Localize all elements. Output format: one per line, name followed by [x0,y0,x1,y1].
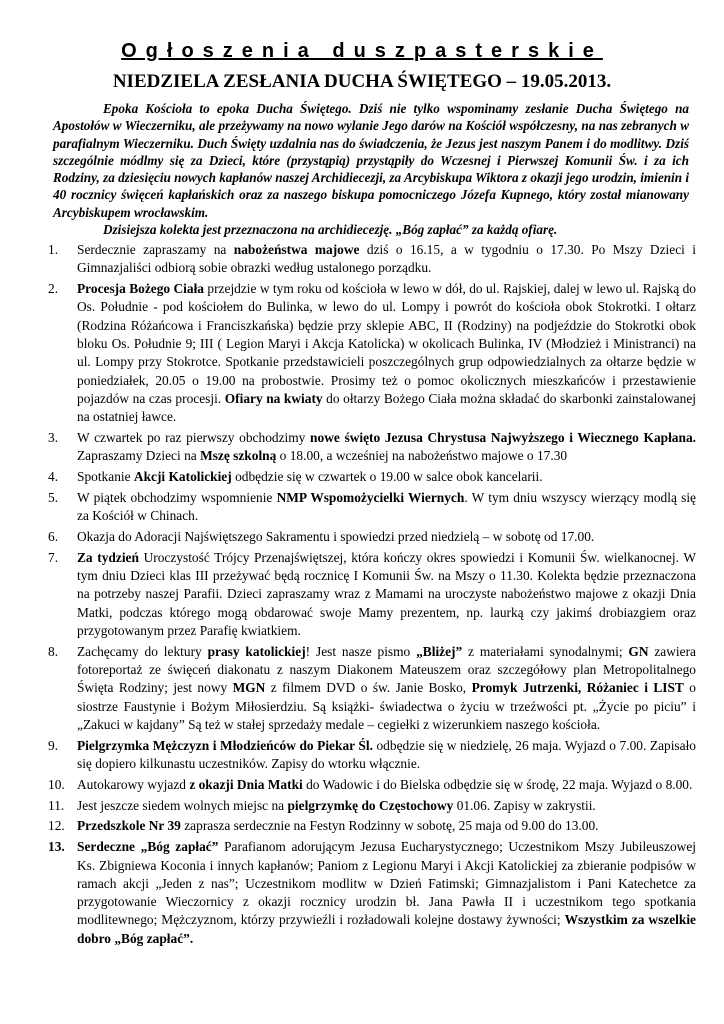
item-text-bold: NMP Wspomożycielki Wiernych [276,489,465,505]
item-text-part: Zapraszamy Dzieci na [77,448,201,464]
item-text-part: dziś o 16.15, a w tygodniu o 17.30. Po Mszy Dzieci i Gimnazjaliści odbiorą sobie obrazki według ustalonego porządku. [77,242,696,276]
item-text-bold: Procesja Bożego Ciała [77,281,205,297]
item-text-part: do ołtarzy Bożego Ciała można składać do skarbonki zainstalowanej na ostatniej ławce. [77,390,696,425]
announcement-item [48,549,696,640]
item-text-bold: nowe święto Jezusa Chrystusa Najwyższego i Wiecznego Kapłana. [310,429,696,445]
item-text-part: Okazja do Adoracji Najświętszego Sakramentu i spowiedzi przed niedzielą – w sobotę od 17.00. [77,528,595,544]
item-text [77,280,696,426]
item-number: 8. [48,643,59,659]
item-number: 5. [48,489,59,505]
item-text-part: Uroczystość Trójcy Przenajświętszej, która kończy okres spowiedzi i Komunii Św. wielkanocnej. W tym dniu Dzieci klas III przeżywać będą rocznicę I Komunii Św. na Mszy o 11.30. Kolekta będzie przeznaczona na potrzeby naszej Parafii. Dzieci zapraszamy wraz z Mamami na uroczyste nabożeństwo majowe z okazji Dnia Matki, podczas którego mogą obdarować swoje Mamy prezentem, np. laurką czy jakimś drobiazgiem oraz przygotowanym przez Parafię kwiatkiem. [77,549,696,638]
item-text-part: o siostrze Faustynie i Bożym Miłosierdziu. Są książki- świadectwa o życiu w trzeźwości pt. „Życie po piciu” i „Zakuci w kajdany” Są też w stałej sprzedaży medale – cegiełki z wizerunkiem naszego kościoła. [77,680,696,732]
intro-section [53,100,689,238]
item-text-part: W piątek obchodzimy wspomnienie [77,489,277,505]
item-text [77,468,696,486]
item-text-part: W czwartek po raz pierwszy obchodzimy [77,429,311,445]
item-text-bold: prasy katolickiej [207,643,306,659]
item-number: 2. [48,281,59,297]
item-text [77,429,696,466]
item-text-part: . W tym dniu wszyscy wierzący modlą się za Kościół w Chinach. [77,489,697,524]
item-text-part: z materiałami synodalnymi; [462,643,629,659]
item-text [77,528,696,546]
item-text [77,838,696,948]
page-title: Ogłoszenia duszpasterskie [121,40,603,62]
item-text [77,643,696,734]
announcement-item [48,838,696,948]
item-number: 9. [48,737,59,753]
item-text [77,797,696,815]
item-text-bold: GN [628,643,649,659]
item-number: 11. [48,797,65,813]
item-text-bold: z okazji Dnia Matki [189,776,303,792]
announcement-item [48,429,696,466]
item-number: 12. [48,818,65,834]
announcement-item [48,241,696,278]
item-text-bold: MGN [232,680,266,696]
item-text-part: zaprasza serdecznie na Festyn Rodzinny w sobotę, 25 maja od 9.00 do 13.00. [180,818,599,834]
item-text [77,817,696,835]
item-text [77,549,696,640]
announcement-item [48,776,696,794]
announcement-item [48,737,696,774]
item-number: 3. [48,429,59,445]
intro-paragraph: Epoka Kościoła to epoka Ducha Świętego. Dziś nie tylko wspominamy zesłanie Ducha Świętego na Apostołów w Wieczerniku, ale przeżywamy na nowo wylanie Jego darów na Kościół współczesny, na nas zebranych w parafialnym Wieczerniku. Duch Święty uzdalnia nas do świadczenia, że Jezus jest naszym Panem i do modlitwy. Dziś szczególnie módlmy się za Dzieci, które (przystąpią) przystąpiły do Wczesnej i Pierwszej Komunii Św. i za ich Rodziny, za dziesięciu nowych kapłanów naszej Archidiecezji, za Arcybiskupa Wiktora z okazji jego urodzin, imienin i 40 rocznicy święceń kapłańskich oraz za naszego biskupa pomocniczego Józefa Kupnego, który został mianowany Arcybiskupem wrocławskim. [53,101,690,220]
item-text-part: Autokarowy wyjazd [77,776,190,792]
item-text-bold: Za tydzień [77,549,139,565]
item-text-bold: Promyk Jutrzenki, Różaniec i LIST [471,680,684,696]
announcement-item [48,817,696,835]
announcement-item [48,280,696,426]
item-text-bold: Akcji Katolickiej [133,469,232,485]
item-text-part: zawiera fotoreportaż ze święceń diakonatu z naszym Diakonem Mateuszem oraz szczegółowy plan Metropolitalnego Święta Rodziny; jest nowy [77,643,696,696]
item-text-part: 01.06. Zapisy w zakrystii. [453,797,596,813]
item-text-bold: nabożeństwa majowe [233,242,360,257]
item-text-bold: pielgrzymkę do Częstochowy [287,797,454,813]
item-number: 7. [48,549,59,565]
item-text-bold: Serdeczne „Bóg zapłać” [77,839,219,855]
item-text-part: z filmem DVD o św. Janie Bosko, [265,680,472,696]
item-text-part: Parafianom adorującym Jezusa Eucharystycznego; Uczestnikom Mszy Jubileuszowej Ks. Zbigniewa Koconia i innych kapłanów; Paniom z Legionu Maryi i Akcji Katolickiej za zbieranie podpisów w ramach akcji „Jeden z nas”; Uczestnikom modlitw w Dzień Fatimski; Gimnazjalistom i Pani Katechetce za przygotowanie Wieczornicy z okazji rocznicy urodzin bł. Jana Pawła II i uczestnikom tego spotkania modlitewnego; Mężczyznom, którzy przywieźli i rozładowali kolejne dostawy żywności; [77,839,696,928]
item-text-bold: „Bliżej” [416,643,463,659]
page-subtitle: NIEDZIELA ZESŁANIA DUCHA ŚWIĘTEGO – 19.05.2013. [112,71,612,92]
announcement-item [48,528,696,546]
item-text-part: ! Jest nasze pismo [305,643,417,659]
item-number: 6. [48,528,59,544]
item-text-part: Jest jeszcze siedem wolnych miejsc na [77,797,288,813]
item-text-part: Zachęcamy do lektury [77,643,208,659]
item-text-part: Serdecznie zapraszamy na [77,242,234,257]
announcement-item [48,643,696,734]
item-number: 1. [48,242,59,257]
item-text-part: przejdzie w tym roku od kościoła w lewo w dół, do ul. Rajskiej, dalej w lewo ul. Rajską do Os. Południe - pod kościołem do Bulinka, w lewo do ul. Lompy i powrót do kościoła obok Stokrotki. I ołtarz (Rodzina Różańcowa i Franciszkańska) będzie przy sklepie ABC, II (Rodziny) na podjeździe do Stokrotki obok bloku Os. Południe 9; III ( Legion Maryi i Akcja Katolicka) w okolicach Bulinka, IV (Młodzież i Ministranci) na ul. Lompy przy Stokrotce. Spotkanie przedstawicieli poszczególnych grup odpowiedzialnych za ołtarze będzie w poniedziałek, 20.05 o 19.00 na probostwie. Prosimy też o pomoc okolicznych mieszkańców i przestawienie pojazdów na czas procesji. [77,281,696,406]
item-text-part: o 18.00, a wcześniej na nabożeństwo majowe o 17.30 [276,448,568,464]
item-text-bold: Ofiary na kwiaty [224,390,323,406]
item-text [77,737,696,774]
item-text-bold: Wszystkim za wszelkie dobro „Bóg zapłać”. [77,912,697,946]
item-text-bold: Przedszkole Nr 39 [77,818,181,834]
announcement-item [48,489,696,526]
item-text-part: Spotkanie [77,469,134,485]
announcement-item [48,797,696,815]
item-text-part: do Wadowic i do Bielska odbędzie się w środę, 22 maja. Wyjazd o 8.00. [302,776,693,792]
item-number: 10. [48,776,65,792]
item-text-part: odbędzie się w niedzielę, 26 maja. Wyjazd o 7.00. Zapisało się dopiero kilkunastu uczestników. Zapisy do wtorku włącznie. [77,737,696,772]
item-text [77,241,696,278]
item-text-bold: Pielgrzymka Mężczyzn i Młodzieńców do Piekar Śl. [77,737,373,753]
item-number: 4. [48,469,59,485]
item-number: 13. [48,839,65,855]
announcement-item [48,468,696,486]
item-text [77,776,696,794]
item-text [77,489,696,526]
item-text-part: odbędzie się w czwartek o 19.00 w salce obok kancelarii. [231,469,543,485]
announcements-list [48,241,696,950]
collection-note: Dzisiejsza kolekta jest przeznaczona na archidiecezję. „Bóg zapłać” za każdą ofiarę. [103,222,558,238]
item-text-bold: Mszę szkolną [200,448,277,464]
